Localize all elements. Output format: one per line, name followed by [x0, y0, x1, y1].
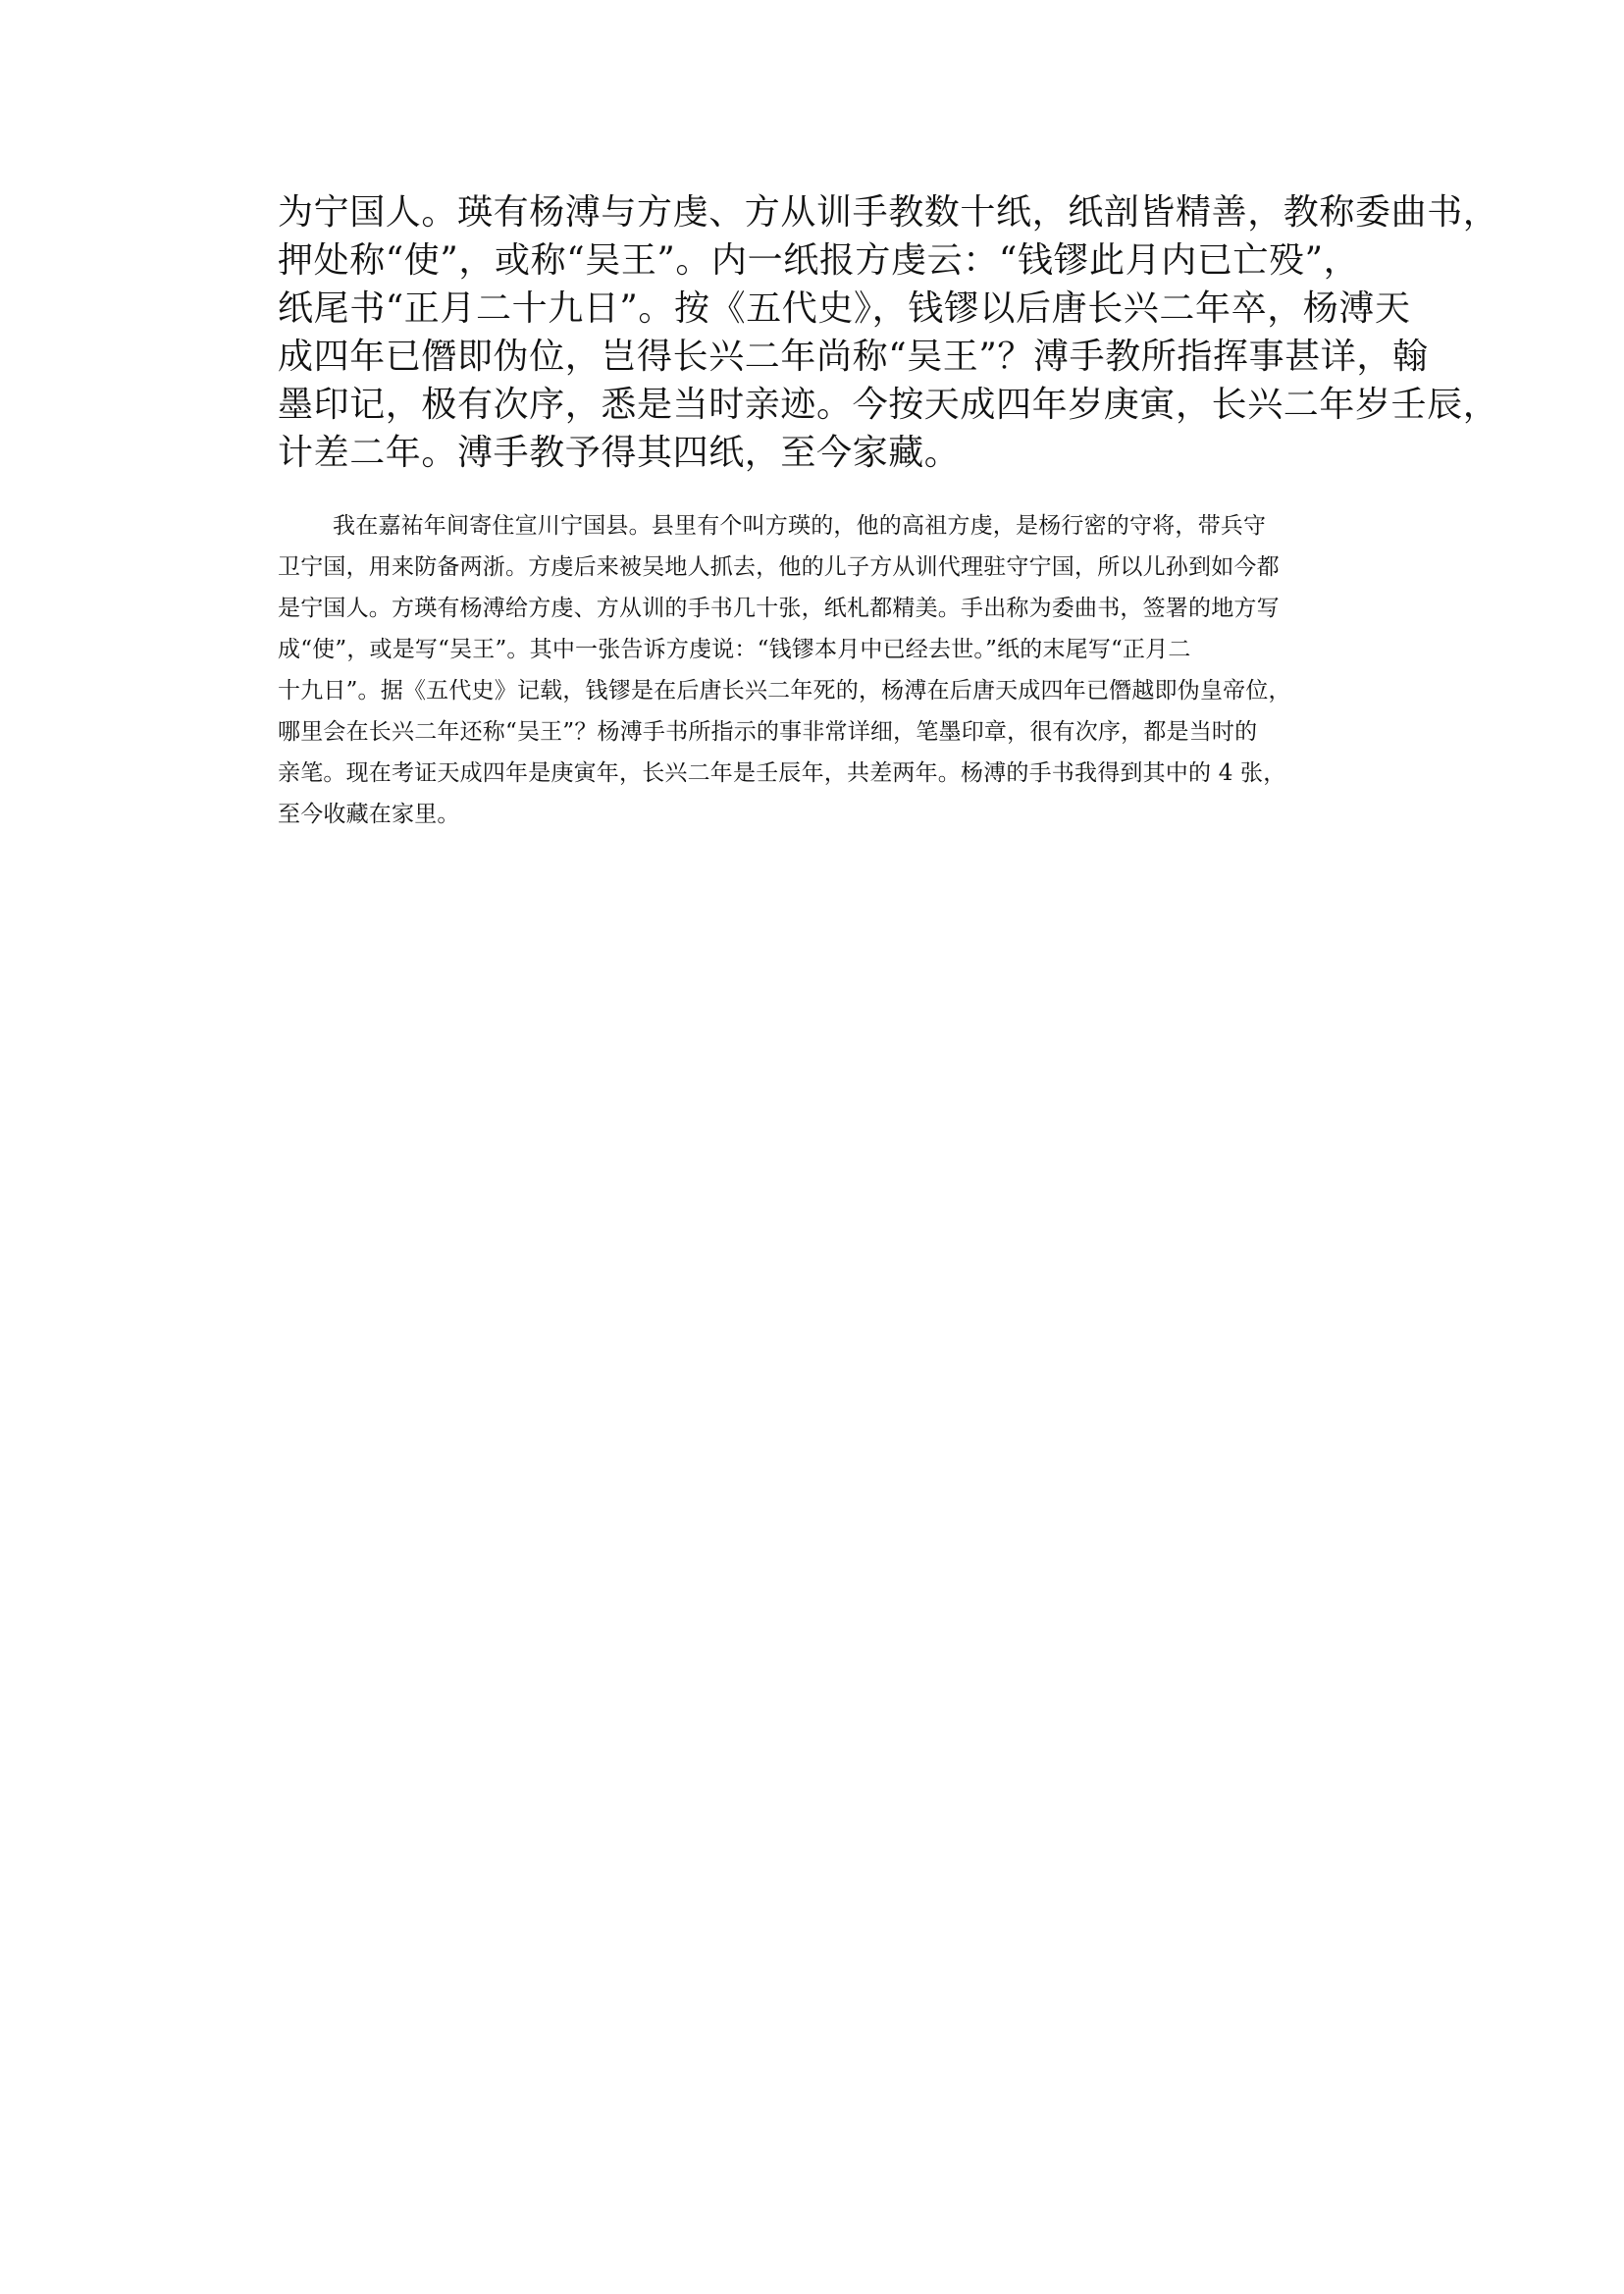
translation-text-line: 是宁国人。方瑛有杨溥给方虔、方从训的手书几十张，纸札都精美。手出称为委曲书，签署的地方写 [278, 596, 1280, 621]
classical-text-line: 为宁国人。瑛有杨溥与方虔、方从训手教数十纸，纸剖皆精善，教称委曲书， [278, 192, 1499, 233]
translation-text-line: 卫宁国，用来防备两浙。方虔后来被吴地人抓去，他的儿子方从训代理驻守宁国，所以儿孙到如今都 [278, 554, 1280, 580]
translation-text-line: 十九日”。据《五代史》记载，钱镠是在后唐长兴二年死的，杨溥在后唐天成四年已僭越即伪皇帝位， [278, 678, 1291, 704]
translation-text-line: 我在嘉祐年间寄住宣川宁国县。县里有个叫方瑛的，他的高祖方虔，是杨行密的守将，带兵守 [333, 513, 1267, 539]
translation-text-line: 成“使”，或是写“吴王”。其中一张告诉方虔说：“钱镠本月中已经去世。”纸的末尾写“正月二 [278, 637, 1191, 662]
translation-text-line: 亲笔。现在考证天成四年是庚寅年，长兴二年是壬辰年，共差两年。杨溥的手书我得到其中的 4 张， [278, 760, 1286, 786]
classical-text-line: 计差二年。溥手教予得其四纸，至今家藏。 [278, 433, 961, 473]
classical-text-line: 押处称“使”，或称“吴王”。内一纸报方虔云：“钱镠此月内已亡殁”， [278, 240, 1360, 281]
classical-text-line: 墨印记，极有次序，悉是当时亲迹。今按天成四年岁庚寅，长兴二年岁壬辰， [278, 385, 1499, 425]
classical-text-line: 成四年已僭即伪位，岂得长兴二年尚称“吴王”？溥手教所指挥事甚详，翰 [278, 337, 1429, 377]
translation-text-line: 哪里会在长兴二年还称“吴王”？杨溥手书所指示的事非常详细，笔墨印章，很有次序，都是当时的 [278, 719, 1258, 745]
translation-text-line: 至今收藏在家里。 [278, 802, 460, 827]
classical-text-line: 纸尾书“正月二十九日”。按《五代史》，钱镠以后唐长兴二年卒，杨溥天 [278, 288, 1411, 329]
